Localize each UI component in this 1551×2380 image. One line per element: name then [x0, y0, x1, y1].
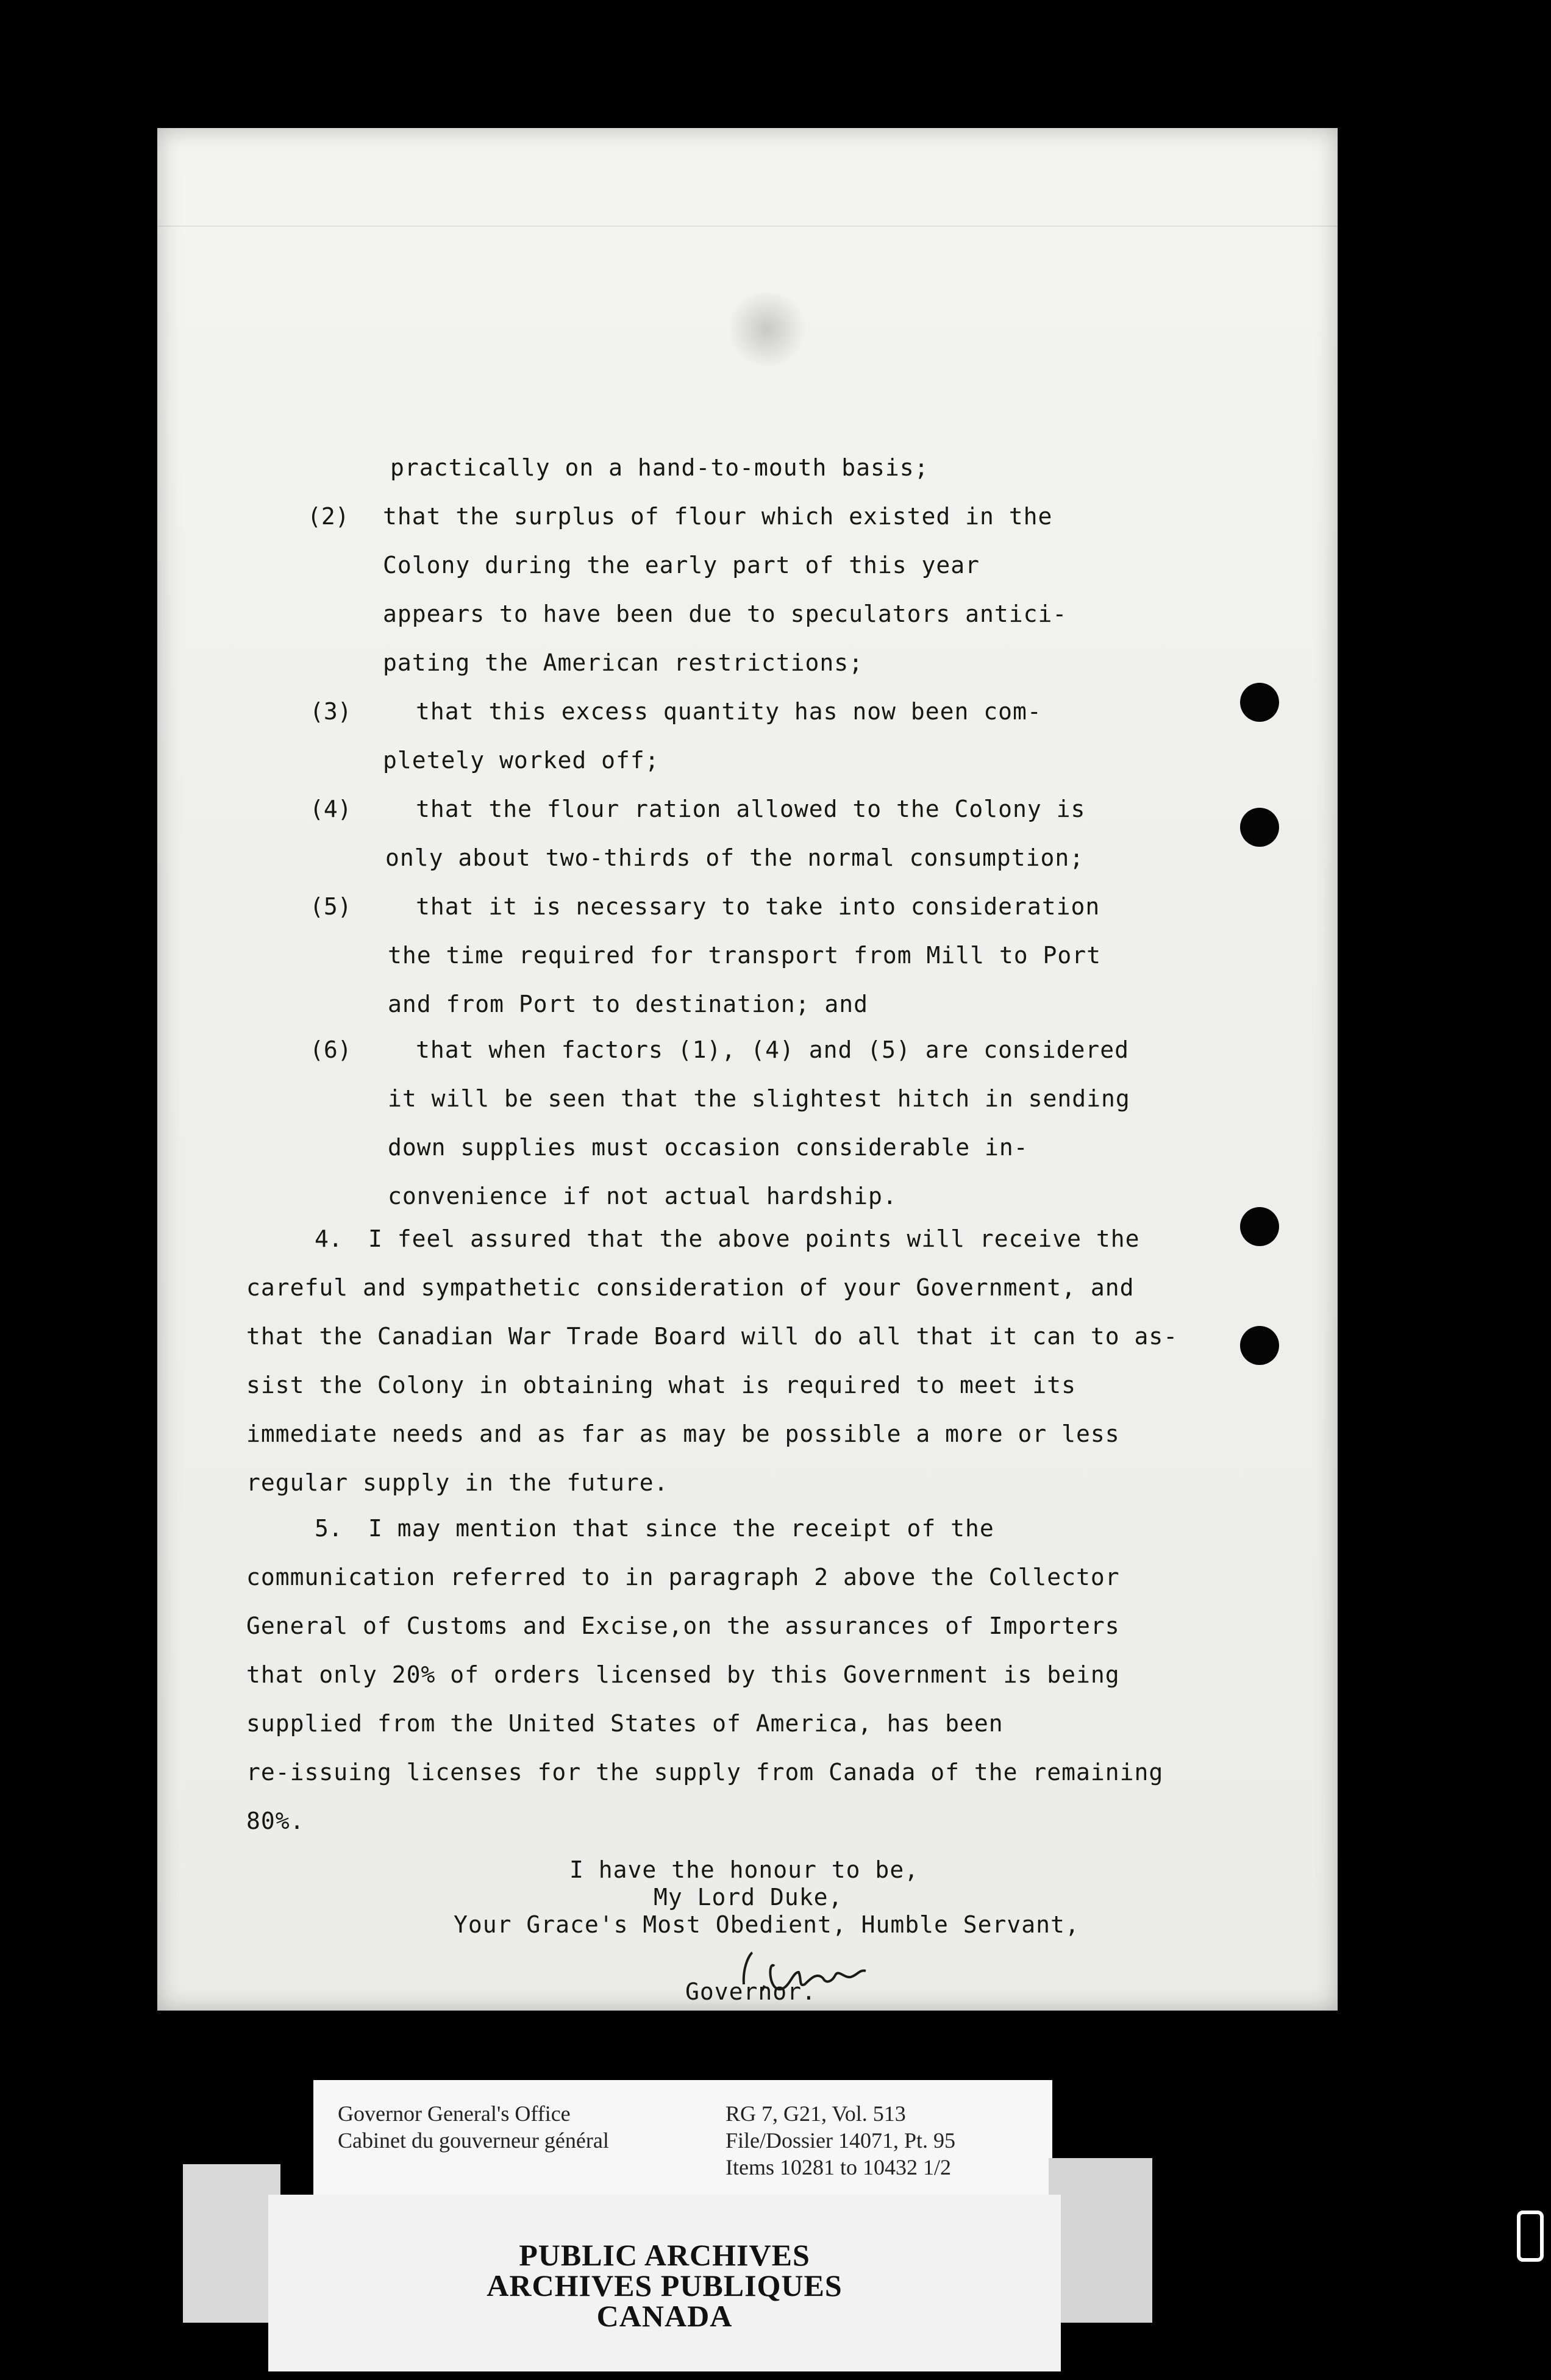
paragraph-number-4: 4. [315, 1225, 343, 1252]
stamp-line: PUBLIC ARCHIVES [519, 2238, 810, 2272]
text-line: that only 20% of orders licensed by this Government is being [246, 1661, 1120, 1688]
text-line: regular supply in the future. [246, 1469, 669, 1496]
punch-hole [1240, 683, 1279, 722]
page-crease [157, 226, 1338, 227]
text-line: practically on a hand-to-mouth basis; [390, 454, 929, 481]
item-number-4: (4) [310, 796, 352, 822]
document-page [157, 128, 1338, 2011]
item-number-5: (5) [310, 893, 352, 920]
paper-smudge [724, 293, 810, 366]
text-line: Colony during the early part of this year [383, 552, 980, 579]
handwritten-signature [732, 1936, 878, 2009]
text-line: that when factors (1), (4) and (5) are considered [416, 1036, 1130, 1063]
text-line: sist the Colony in obtaining what is required to meet its [246, 1372, 1077, 1398]
paragraph-number-5: 5. [315, 1515, 343, 1542]
punch-hole [1240, 808, 1279, 847]
record-group-reference: RG 7, G21, Vol. 513 [726, 2101, 906, 2126]
text-line: appears to have been due to speculators antici- [383, 600, 1068, 627]
item-number-3: (3) [310, 698, 352, 725]
office-name-fr: Cabinet du gouverneur général [338, 2128, 609, 2153]
file-reference: File/Dossier 14071, Pt. 95 [726, 2128, 956, 2153]
office-name-en: Governor General's Office [338, 2101, 571, 2126]
text-line: communication referred to in paragraph 2 above the Collector [246, 1564, 1120, 1591]
mount-tab-right [1049, 2158, 1152, 2323]
text-line: General of Customs and Excise,on the assurances of Importers [246, 1612, 1120, 1639]
text-line: down supplies must occasion considerable in- [388, 1134, 1029, 1161]
text-line: that the surplus of flour which existed in the [383, 503, 1053, 530]
text-line: that the flour ration allowed to the Colony is [416, 796, 1086, 822]
text-line: only about two-thirds of the normal consumption; [385, 844, 1085, 871]
item-number-6: (6) [310, 1036, 352, 1063]
text-line: that the Canadian War Trade Board will do all that it can to as- [246, 1323, 1178, 1350]
mount-tab-left [183, 2164, 280, 2323]
closing-line: I have the honour to be, [569, 1856, 919, 1883]
text-line: I may mention that since the receipt of the [368, 1515, 994, 1542]
punch-hole [1240, 1326, 1279, 1365]
stamp-line: ARCHIVES PUBLIQUES [487, 2268, 843, 2303]
film-edge-marker [1517, 2211, 1544, 2262]
closing-line: Your Grace's Most Obedient, Humble Servant, [454, 1911, 1080, 1938]
text-line: I feel assured that the above points will receive the [368, 1225, 1140, 1252]
text-line: and from Port to destination; and [388, 991, 868, 1017]
stamp-line: CANADA [596, 2299, 733, 2333]
text-line: pating the American restrictions; [383, 649, 863, 676]
punch-hole [1240, 1207, 1279, 1246]
item-number-2: (2) [307, 503, 349, 530]
text-line: that it is necessary to take into consideration [416, 893, 1100, 920]
text-line: pletely worked off; [383, 747, 660, 774]
items-reference: Items 10281 to 10432 1/2 [726, 2155, 951, 2179]
text-line: immediate needs and as far as may be possible a more or less [246, 1420, 1120, 1447]
closing-salutation: My Lord Duke, [654, 1884, 843, 1911]
text-line: the time required for transport from Mill to Port [388, 942, 1102, 969]
text-line: that this excess quantity has now been com- [416, 698, 1042, 725]
archive-stamp [268, 2195, 1061, 2371]
archive-reference-label [313, 2080, 1052, 2202]
text-line: convenience if not actual hardship. [388, 1183, 897, 1210]
signatory-title: Governor. [685, 1978, 816, 2005]
text-line: it will be seen that the slightest hitch in sending [388, 1085, 1130, 1112]
text-line: 80%. [246, 1808, 305, 1834]
text-line: careful and sympathetic consideration of your Government, and [246, 1274, 1135, 1301]
text-line: re-issuing licenses for the supply from Canada of the remaining [246, 1759, 1164, 1786]
text-line: supplied from the United States of America, has been [246, 1710, 1004, 1737]
